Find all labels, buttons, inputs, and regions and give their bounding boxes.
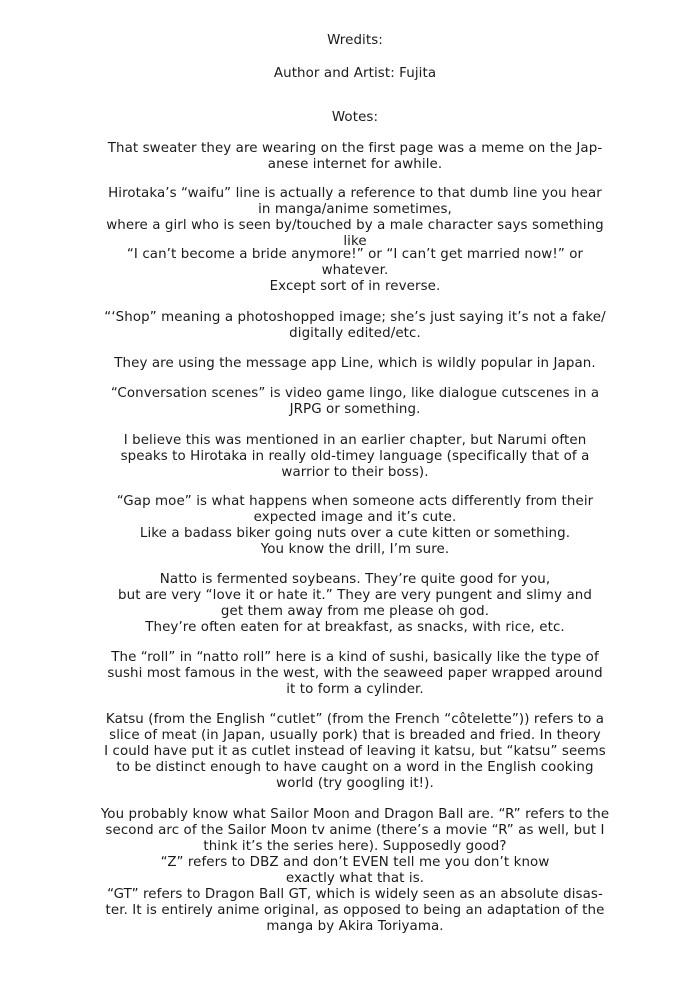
author-line: Author and Artist: Fujita [273,66,437,81]
note-line: You probably know what Sailor Moon and Dragon Ball are. “R” refers to the [100,807,610,822]
note-line: get them away from me please oh god. [220,604,490,619]
note-line: exactly what that is. [285,871,425,886]
note-line: They are using the message app Line, which is wildly popular in Japan. [114,356,596,371]
note-line: anese internet for awhile. [267,157,443,172]
note-line: speaks to Hirotaka in really old-timey language (specifically that of a [120,449,590,464]
note-line: “Z” refers to DBZ and don’t EVEN tell me you don’t know [160,855,550,870]
note-line: “GT” refers to Dragon Ball GT, which is widely seen as an absolute disas- [107,887,603,902]
note-line: to be distinct enough to have caught on a word in the English cooking [116,760,594,775]
note-line: “Gap moe” is what happens when someone acts differently from their [116,494,594,509]
note-line: ter. It is entirely anime original, as opposed to being an adaptation of the [105,903,605,918]
note-line: where a girl who is seen by/touched by a male character says something [106,218,604,233]
note-line: “‘Shop” meaning a photoshopped image; she’s just saying it’s not a fake/ [104,310,606,325]
note-line: JRPG or something. [289,402,421,417]
note-line: warrior to their boss). [281,465,429,480]
note-line: Katsu (from the English “cutlet” (from the French “côtelette”)) refers to a [105,712,605,727]
note-line: sushi most famous in the west, with the seaweed paper wrapped around [107,666,603,681]
note-line: I could have put it as cutlet instead of leaving it katsu, but “katsu” seems [104,744,606,759]
note-line: Except sort of in reverse. [269,279,441,294]
note-line: like [343,234,367,249]
note-line: Hirotaka’s “waifu” line is actually a reference to that dumb line you hear [108,186,602,201]
notes-heading: Wotes: [331,110,379,125]
note-line: Natto is fermented soybeans. They’re quite good for you, [159,572,551,587]
note-line: They’re often eaten for at breakfast, as snacks, with rice, etc. [145,620,565,635]
note-line: but are very “love it or hate it.” They are very pungent and slimy and [118,588,592,603]
credits-heading: Wredits: [327,33,383,48]
note-line: That sweater they are wearing on the first page was a meme on the Jap- [107,141,603,156]
note-line: “Conversation scenes” is video game lingo, like dialogue cutscenes in a [110,386,600,401]
note-line: slice of meat (in Japan, usually pork) that is breaded and fried. In theory [109,728,601,743]
note-line: The “roll” in “natto roll” here is a kind of sushi, basically like the type of [111,650,599,665]
note-line: second arc of the Sailor Moon tv anime (there’s a movie “R” as well, but I [105,823,605,838]
note-line: whatever. [321,263,389,278]
note-line: manga by Akira Toriyama. [266,919,444,934]
note-line: I believe this was mentioned in an earlier chapter, but Narumi often [123,433,587,448]
note-line: world (try googling it!). [276,776,434,791]
note-line: “I can’t become a bride anymore!” or “I can’t get married now!” or [126,247,584,262]
note-line: think it’s the series here). Supposedly good? [203,839,507,854]
note-line: expected image and it’s cute. [253,510,457,525]
note-line: it to form a cylinder. [286,682,424,697]
note-line: You know the drill, I’m sure. [260,542,450,557]
note-line: in manga/anime sometimes, [258,202,452,217]
note-line: digitally edited/etc. [289,326,421,341]
note-line: Like a badass biker going nuts over a cute kitten or something. [139,526,571,541]
